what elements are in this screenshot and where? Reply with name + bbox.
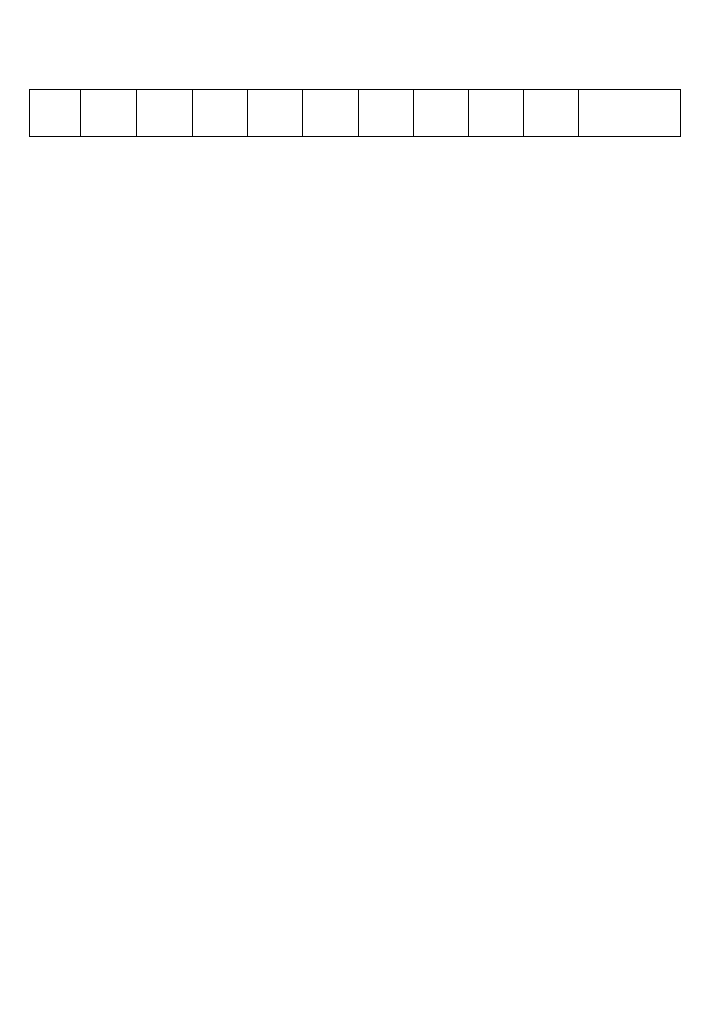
column-header (81, 90, 137, 137)
column-header (414, 90, 469, 137)
task-1-heading (56, 73, 74, 85)
column-header (359, 90, 414, 137)
column-header (469, 90, 524, 137)
column-header (30, 90, 81, 137)
column-header (248, 90, 303, 137)
column-header-valence (524, 90, 579, 137)
task-2-options (56, 447, 696, 461)
element-properties-table (29, 89, 681, 137)
column-header (193, 90, 248, 137)
column-header (303, 90, 359, 137)
task-3-heading (56, 471, 74, 485)
column-header (137, 90, 193, 137)
table-header-row (30, 90, 681, 137)
column-header (579, 90, 681, 137)
